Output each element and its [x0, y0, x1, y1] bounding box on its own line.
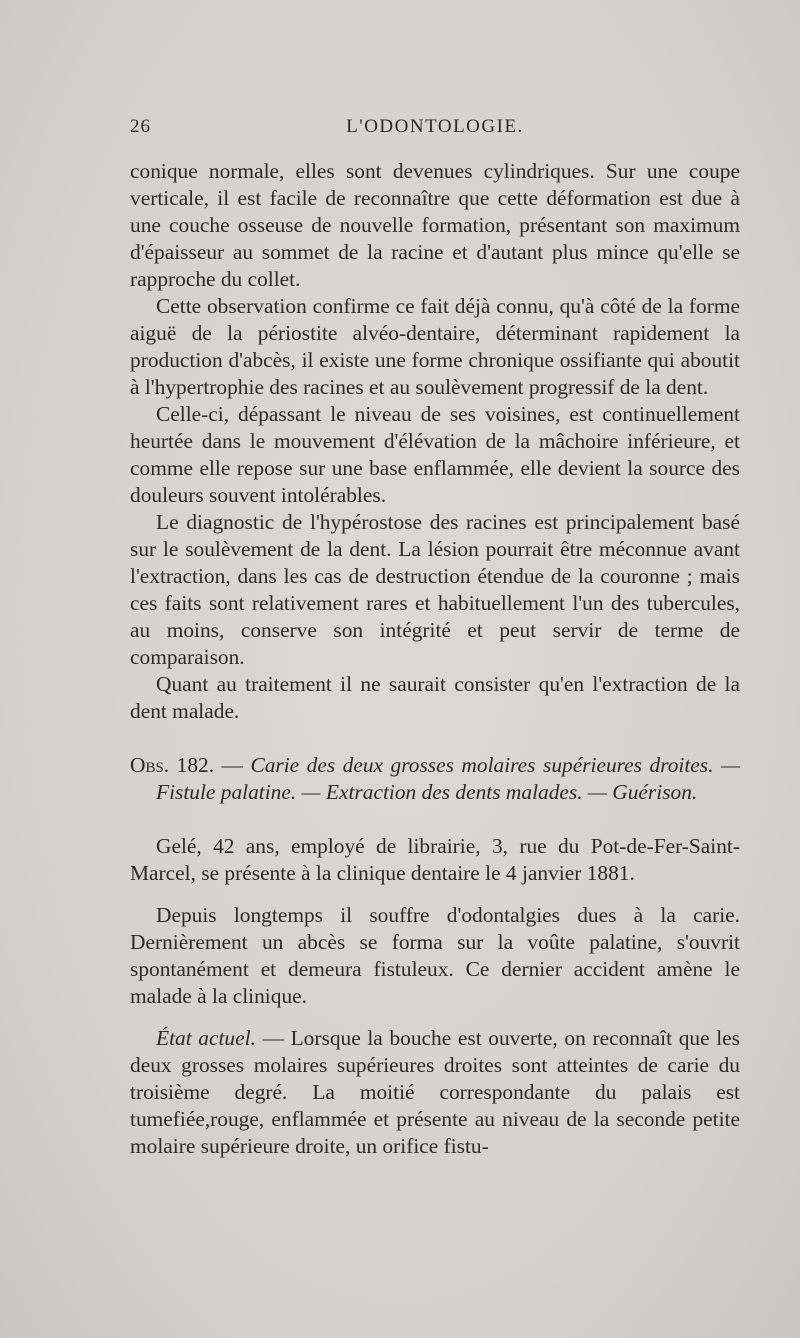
paragraph-8-text: — Lorsque la bouche est ouverte, on reconnaît que les deux grosses molaires supérieures droites sont atteintes de carie du troisième degré. La moitié correspondante du palais est tumefiée,rouge, enflammée et présente au niveau de la seconde petite molaire supérieure droite, un orifice fistu-: [130, 1026, 740, 1158]
paragraph-8: [130, 1025, 740, 1160]
observation-title: Carie des deux grosses molaires supérieures droites. — Fistule palatine. — Extraction des dents malades. — Guérison.: [156, 753, 740, 804]
observation-number: Obs. 182. —: [130, 753, 243, 777]
paragraph-5: Quant au traitement il ne saurait consister qu'en l'extraction de la dent malade.: [130, 672, 740, 723]
page-body: [130, 158, 740, 1160]
page-header: [130, 112, 740, 146]
paragraph-1: conique normale, elles sont devenues cylindriques. Sur une coupe verticale, il est facile de reconnaître que cette déformation est due à une couche osseuse de nouvelle formation, présentant son maximum d'épaisseur au sommet de la racine et d'autant plus mince qu'elle se rapproche du collet.: [130, 159, 740, 291]
paragraph-4: Le diagnostic de l'hypérostose des racines est principalement basé sur le soulèvement de la dent. La lésion pourrait être méconnue avant l'extraction, dans les cas de destruction étendue de la couronne ; mais ces faits sont relativement rares et habituellement l'un des tubercules, au moins, conserve son intégrité et peut servir de terme de comparaison.: [130, 510, 740, 669]
running-title: L'ODONTOLOGIE.: [346, 116, 524, 137]
observation-heading: [130, 752, 740, 806]
paragraph-6: Gelé, 42 ans, employé de librairie, 3, rue du Pot-de-Fer-Saint-Marcel, se présente à la clinique dentaire le 4 janvier 1881.: [130, 834, 740, 885]
etat-actuel-label: État actuel.: [156, 1026, 256, 1050]
paragraph-3: Celle-ci, dépassant le niveau de ses voisines, est continuellement heurtée dans le mouvement d'élévation de la mâchoire inférieure, et comme elle repose sur une base enflammée, elle devient la source des douleurs souvent intolérables.: [130, 402, 740, 507]
paragraph-7: Depuis longtemps il souffre d'odontalgies dues à la carie. Dernièrement un abcès se forma sur la voûte palatine, s'ouvrit spontanément et demeura fistuleux. Ce dernier accident amène le malade à la clinique.: [130, 903, 740, 1008]
page-number: 26: [130, 116, 151, 137]
paragraph-2: Cette observation confirme ce fait déjà connu, qu'à côté de la forme aiguë de la périostite alvéo-dentaire, déterminant rapidement la production d'abcès, il existe une forme chronique ossifiante qui aboutit à l'hypertrophie des racines et au soulèvement progressif de la dent.: [130, 294, 740, 399]
